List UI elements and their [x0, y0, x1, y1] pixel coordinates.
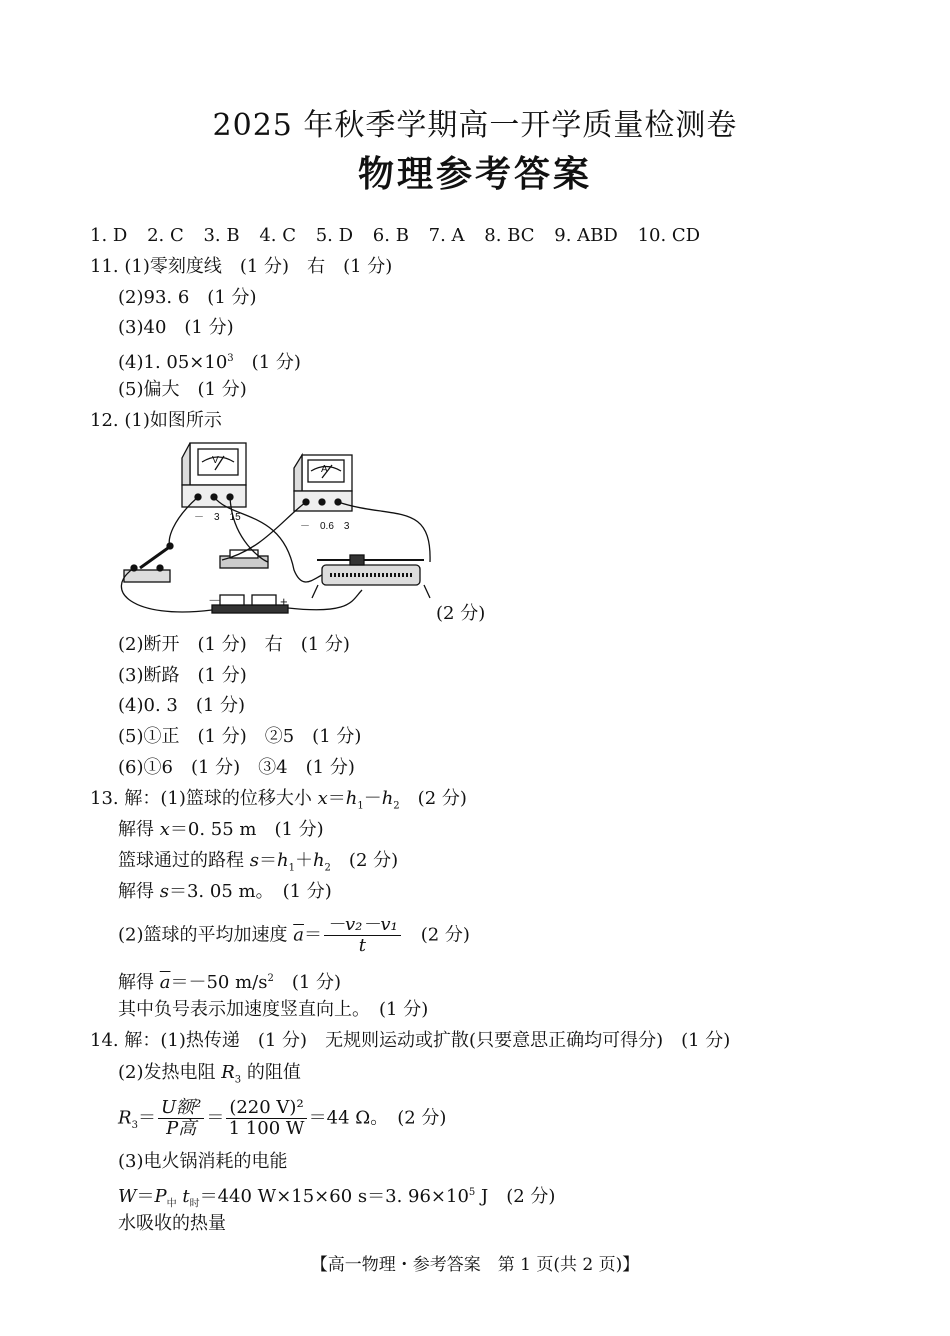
var-t: t — [182, 1186, 190, 1207]
subscript: 3 — [234, 1074, 242, 1086]
numerator: －v₂－v₁ — [324, 915, 401, 936]
equals: ＝ — [258, 850, 277, 871]
q12-line2: (2)断开 (1 分) 右 (1 分) — [118, 634, 350, 655]
battery-minus: － — [208, 593, 222, 608]
subscript: 3 — [131, 1120, 138, 1132]
q13-line4 — [118, 880, 332, 904]
q11-line3: (3)40 (1 分) — [118, 317, 234, 338]
text: 解得 — [118, 972, 160, 993]
q13-line3 — [118, 849, 398, 881]
q11-line4-score: (1 分) — [233, 352, 301, 373]
value: ＝440 W×15×60 s＝3. 96×10 — [199, 1186, 469, 1207]
mc-answer: 10. CD — [637, 225, 701, 246]
subscript: 2 — [324, 862, 331, 874]
score: (2 分) — [399, 788, 467, 809]
mc-answer: 2. C — [147, 225, 184, 246]
rheostat-icon — [312, 555, 430, 598]
q14-line3 — [118, 1098, 446, 1139]
page-title: 2025 年秋季学期高一开学质量检测卷 — [212, 108, 738, 143]
q12-line3: (3)断路 (1 分) — [118, 665, 247, 686]
voltmeter-letter: V — [212, 455, 219, 466]
mc-answer: 7. A — [428, 225, 465, 246]
fraction — [324, 915, 401, 956]
mc-answer: 5. D — [315, 225, 354, 246]
q14-line4: (3)电火锅消耗的电能 — [118, 1151, 288, 1172]
battery-plus: + — [280, 594, 288, 609]
battery-icon — [212, 595, 288, 613]
subscript: 2 — [393, 800, 400, 812]
score: J (2 分) — [475, 1186, 556, 1207]
equals: ＝ — [303, 924, 322, 946]
q11-line4 — [118, 347, 301, 375]
equals: ＝ — [206, 1107, 225, 1129]
q12-line1: 12. (1)如图所示 — [90, 410, 222, 431]
value: ＝0. 55 m (1 分) — [169, 819, 324, 840]
ammeter-terminals: － 0.6 3 — [300, 521, 350, 532]
fraction — [158, 1098, 204, 1139]
numerator: (220 V)² — [226, 1098, 306, 1119]
mc-answer: 3. B — [203, 225, 240, 246]
var-s: s — [249, 850, 259, 871]
var-s: s — [159, 881, 169, 902]
equals: ＝ — [137, 1107, 156, 1129]
var-R: R — [221, 1062, 235, 1083]
var-x: x — [317, 788, 328, 809]
q13-line7: 其中负号表示加速度竖直向上。 (1 分) — [118, 999, 429, 1020]
score: (2 分) — [402, 924, 470, 946]
plus: ＋ — [294, 850, 313, 871]
q14-line6: 水吸收的热量 — [118, 1213, 226, 1234]
text: 解得 — [118, 819, 160, 840]
score: (2 分) — [330, 850, 399, 871]
subscript: 时 — [189, 1198, 200, 1210]
text: 解得 — [118, 881, 160, 902]
page-subtitle: 物理参考答案 — [357, 154, 592, 195]
var-h: h — [312, 850, 325, 871]
var-h: h — [345, 788, 358, 809]
var-h: h — [381, 788, 394, 809]
superscript: 5 — [468, 1187, 476, 1198]
equals: ＝ — [327, 788, 346, 809]
switch-icon — [124, 543, 173, 582]
subscript: 1 — [288, 862, 295, 874]
q13-l1-text: 13. 解：(1)篮球的位移大小 — [90, 788, 318, 809]
denominator: 1 100 W — [228, 1118, 305, 1139]
text: 的阻值 — [241, 1062, 301, 1083]
q14-line2 — [118, 1061, 301, 1093]
fraction — [226, 1098, 306, 1139]
var-a-bar: $\overline{a}$ — [159, 972, 171, 993]
q12-line6: (6)①6 (1 分) ③4 (1 分) — [118, 757, 355, 778]
mc-answer: 6. B — [372, 225, 409, 246]
q12-figure-score: (2 分) — [436, 603, 486, 624]
text: (2)篮球的平均加速度 — [118, 924, 294, 946]
value: ＝3. 05 m。 (1 分) — [168, 881, 332, 902]
var-h: h — [276, 850, 289, 871]
q13-line6 — [118, 967, 341, 995]
numerator: U额² — [158, 1098, 204, 1119]
text: (2)发热电阻 — [118, 1062, 222, 1083]
mc-answer: 4. C — [259, 225, 296, 246]
ammeter-letter: A — [321, 464, 328, 475]
minus: － — [363, 788, 382, 809]
mc-answer: 8. BC — [484, 225, 535, 246]
value: ＝44 Ω。 (2 分) — [308, 1107, 447, 1129]
score: (1 分) — [273, 972, 342, 993]
voltmeter-terminals: － 3 15 — [194, 512, 241, 523]
mc-answer: 9. ABD — [554, 225, 618, 246]
q13-line5 — [118, 915, 470, 956]
text: 篮球通过的路程 — [118, 850, 250, 871]
var-x: x — [159, 819, 170, 840]
equals: ＝ — [136, 1186, 155, 1207]
var-P: P — [154, 1186, 167, 1207]
subscript: 1 — [357, 800, 364, 812]
q11-line2: (2)93. 6 (1 分) — [118, 287, 257, 308]
superscript: 2 — [267, 973, 274, 984]
circuit-diagram — [112, 440, 442, 625]
q11-line4-text: (4)1. 05×10 — [118, 352, 228, 373]
q11-line5: (5)偏大 (1 分) — [118, 379, 247, 400]
q13-line2 — [118, 818, 324, 842]
q12-line4: (4)0. 3 (1 分) — [118, 695, 246, 716]
var-R: R — [118, 1107, 132, 1129]
mc-answers — [90, 224, 714, 248]
mc-answer: 1. D — [90, 225, 128, 246]
denominator: t — [358, 935, 366, 956]
var-a-bar: $\overline{a}$ — [293, 924, 304, 946]
var-W: W — [118, 1186, 137, 1207]
subscript: 中 — [166, 1198, 177, 1210]
denominator: P高 — [166, 1118, 197, 1139]
q11-line4-exp: 3 — [227, 353, 234, 364]
q11-line1: 11. (1)零刻度线 (1 分) 右 (1 分) — [90, 256, 393, 277]
q13-line1 — [90, 787, 467, 819]
q14-line1: 14. 解：(1)热传递 (1 分) 无规则运动或扩散(只要意思正确均可得分) (1 分) — [90, 1030, 731, 1051]
page-footer: 【高一物理・参考答案 第 1 页(共 2 页)】 — [310, 1255, 640, 1275]
q12-line5: (5)①正 (1 分) ②5 (1 分) — [118, 726, 362, 747]
value: ＝－50 m/s — [170, 972, 268, 993]
